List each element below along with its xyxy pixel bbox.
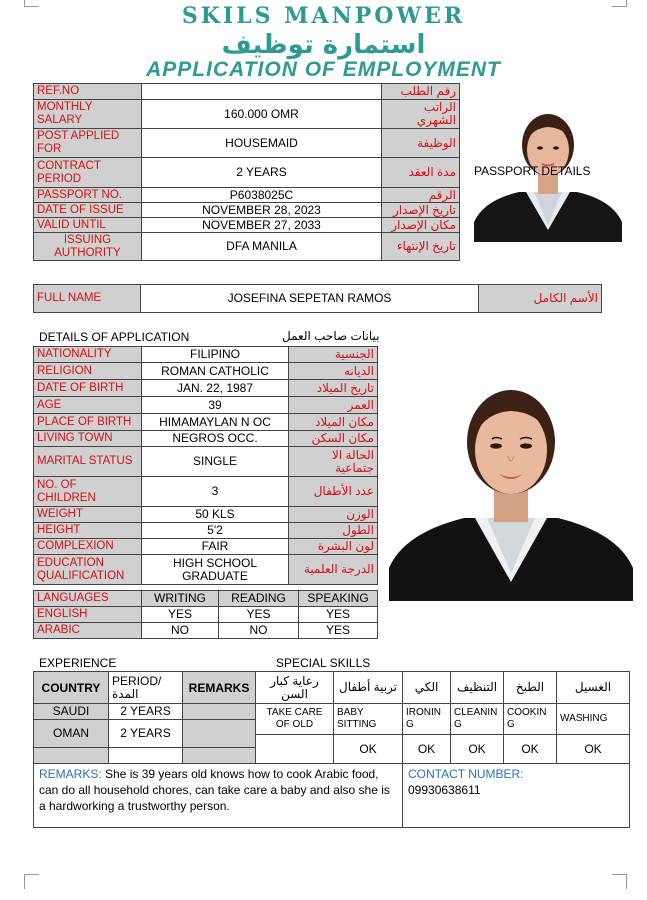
details-heading: DETAILS OF APPLICATION [39,330,190,344]
remarks-table [33,763,630,828]
detail-ar: الدرجة العلمية [289,555,378,585]
detail-ar: الوزن [289,507,378,523]
passport-details-label: PASSPORT DETAILS [474,164,591,178]
lang-col-speaking: SPEAKING [299,591,378,607]
skill-status: OK [403,735,451,764]
detail-row [34,477,378,507]
languages-table [33,590,378,639]
row-valid-until [34,218,460,233]
lang-col-reading: READING [219,591,299,607]
detail-value: HIGH SCHOOL GRADUATE [142,555,289,585]
detail-label: AGE [34,397,142,414]
skill-ar: تربية أطفال [334,672,403,704]
skill-status: OK [451,735,504,764]
detail-row [34,397,378,414]
details-table [33,346,378,585]
skills-status-row [256,735,630,764]
corner-mark [24,874,39,889]
arabic-title: استمارة توظيف [221,30,426,60]
detail-row [34,363,378,380]
detail-label: WEIGHT [34,507,142,523]
post-value: HOUSEMAID [142,129,382,158]
passport-no-label: PASSPORT NO. [34,188,142,203]
post-label: POST APPLIED FOR [34,129,142,158]
exp-remarks [183,720,256,748]
corner-mark [612,874,627,889]
details-heading-ar: بيانات صاحب العمل [282,329,380,343]
skills-en-row [256,704,630,735]
form-subtitle: APPLICATION OF EMPLOYMENT [146,58,501,81]
applicant-photo [389,368,633,601]
exp-col-country: COUNTRY [34,672,109,704]
detail-label: EDUCATION QUALIFICATION [34,555,142,585]
contact-cell [403,764,630,828]
row-issue-date [34,203,460,218]
detail-row [34,431,378,447]
lang-row-english [34,607,378,623]
detail-ar: عدد الأطفال [289,477,378,507]
skills-table [255,671,630,764]
contract-label: CONTRACT PERIOD [34,158,142,188]
detail-ar: تاريخ الميلاد [289,380,378,397]
experience-row [34,748,256,764]
lang-row-arabic [34,623,378,639]
detail-value: SINGLE [142,447,289,477]
full-name-label: FULL NAME [34,285,141,313]
skill-ar: الطبخ [504,672,557,704]
experience-header-row [34,672,256,704]
detail-ar: الحالة الا جتماعية [289,447,378,477]
detail-row [34,380,378,397]
row-post [34,129,460,158]
detail-label: LIVING TOWN [34,431,142,447]
lang-label: ARABIC [34,623,142,639]
experience-row [34,720,256,748]
detail-ar: العمر [289,397,378,414]
skill-status: OK [334,735,403,764]
post-ar: الوظيفة [382,129,460,158]
person-portrait-icon [389,368,633,601]
lang-value: YES [299,607,378,623]
detail-value: JAN. 22, 1987 [142,380,289,397]
row-salary [34,100,460,129]
detail-row [34,507,378,523]
detail-label: COMPLEXION [34,539,142,555]
detail-label: HEIGHT [34,523,142,539]
detail-value: HIMAMAYLAN N OC [142,414,289,431]
languages-label: LANGUAGES [34,591,142,607]
full-name-ar: الأسم الكامل [479,285,602,313]
remarks-cell [34,764,403,828]
exp-country: SAUDI [34,704,109,720]
detail-row [34,414,378,431]
authority-value: DFA MANILA [142,233,382,261]
detail-row [34,447,378,477]
lang-value: YES [142,607,219,623]
issue-date-ar: تاريخ الإصدار [382,203,460,218]
remarks-label: REMARKS: [39,767,102,781]
skills-ar-row [256,672,630,704]
remarks-text: She is 39 years old knows how to cook Arabic food, can do all household chores, can take care a baby and also she is a hardworking a trustworthy person. [39,767,390,813]
skill-status: OK [557,735,630,764]
row-ref-no [34,84,460,100]
exp-remarks [183,704,256,720]
contract-ar: مدة العقد [382,158,460,188]
experience-heading: EXPERIENCE [39,656,117,670]
detail-label: NATIONALITY [34,347,142,363]
detail-ar: الديانه [289,363,378,380]
lang-col-writing: WRITING [142,591,219,607]
skill-ar: رعاية كبار السن [256,672,334,704]
detail-ar: الجنسية [289,347,378,363]
authority-ar: تاريخ الإنتهاء [382,233,460,261]
contact-number: 09930638611 [408,783,481,797]
detail-value: 5'2 [142,523,289,539]
salary-ar: الراتب الشهري [382,100,460,129]
skill-status [256,735,334,764]
skill-ar: التنظيف [451,672,504,704]
detail-label: DATE OF BIRTH [34,380,142,397]
detail-label: RELIGION [34,363,142,380]
detail-value: FILIPINO [142,347,289,363]
detail-ar: لون البشرة [289,539,378,555]
detail-value: 39 [142,397,289,414]
lang-value: YES [219,607,299,623]
contact-label: CONTACT NUMBER: [408,767,524,781]
detail-value: 3 [142,477,289,507]
detail-value: NEGROS OCC. [142,431,289,447]
exp-period: 2 YEARS [109,704,183,720]
detail-ar: الطول [289,523,378,539]
lang-label: ENGLISH [34,607,142,623]
experience-row [34,704,256,720]
exp-remarks [183,748,256,764]
passport-no-value: P6038025C [142,188,382,203]
contract-value: 2 YEARS [142,158,382,188]
exp-country: OMAN [34,720,109,748]
valid-until-value: NOVEMBER 27, 2033 [142,218,382,233]
exp-period: 2 YEARS [109,720,183,748]
ref-no-label: REF.NO [34,84,142,100]
row-authority [34,233,460,261]
valid-until-label: VALID UNTIL [34,218,142,233]
salary-value: 160.000 OMR [142,100,382,129]
exp-col-remarks: REMARKS [183,672,256,704]
passport-no-ar: الرقم [382,188,460,203]
lang-value: YES [299,623,378,639]
skill-en: BABY SITTING [334,704,403,735]
skill-ar: الغسيل [557,672,630,704]
skill-en: WASHING [557,704,630,735]
detail-ar: مكان السكن [289,431,378,447]
detail-ar: مكان الميلاد [289,414,378,431]
detail-row [34,523,378,539]
skill-en: IRONIN G [403,704,451,735]
detail-row [34,555,378,585]
authority-label: ISSUING AUTHORITY [34,233,142,261]
experience-table [33,671,256,764]
exp-country [34,748,109,764]
ref-no-value [142,84,382,100]
detail-value: FAIR [142,539,289,555]
detail-value: ROMAN CATHOLIC [142,363,289,380]
detail-row [34,539,378,555]
ref-no-ar: رقم الطلب [382,84,460,100]
lang-value: NO [219,623,299,639]
valid-until-ar: مكان الإصدار [382,218,460,233]
salary-label: MONTHLY SALARY [34,100,142,129]
exp-col-period: PERIOD/ المدة [109,672,183,704]
detail-label: NO. OF CHILDREN [34,477,142,507]
detail-row [34,347,378,363]
job-table [33,83,460,261]
skill-ar: الكي [403,672,451,704]
full-name-value: JOSEFINA SEPETAN RAMOS [141,285,479,313]
lang-value: NO [142,623,219,639]
row-contract [34,158,460,188]
skill-en: CLEANIN G [451,704,504,735]
skill-status: OK [504,735,557,764]
exp-period [109,748,183,764]
remarks-block [39,766,397,814]
skill-en: TAKE CARE OF OLD [256,704,334,735]
row-passport-no [34,188,460,203]
skills-heading: SPECIAL SKILLS [276,656,371,670]
issue-date-label: DATE OF ISSUE [34,203,142,218]
detail-value: 50 KLS [142,507,289,523]
full-name-table [33,284,602,313]
detail-label: MARITAL STATUS [34,447,142,477]
detail-label: PLACE OF BIRTH [34,414,142,431]
company-name: SKILS MANPOWER [181,3,466,29]
issue-date-value: NOVEMBER 28, 2023 [142,203,382,218]
skill-en: COOKIN G [504,704,557,735]
